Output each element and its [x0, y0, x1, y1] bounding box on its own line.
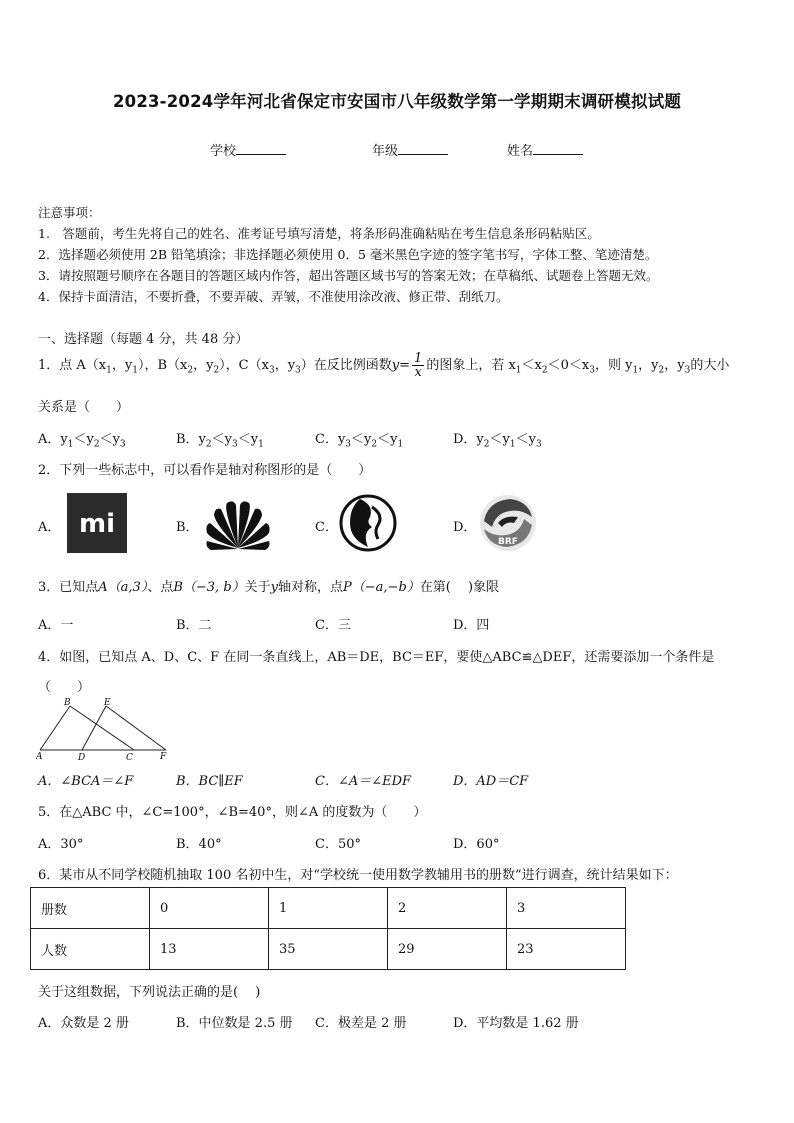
table-cell: 2 [388, 888, 507, 929]
brf-logo-text: BRF [498, 537, 518, 547]
q1-option-b[interactable]: B．$y_2<y_3<y_1$ [176, 432, 264, 450]
q3-option-d[interactable]: D．四 [453, 618, 490, 633]
question-2: 2．下列一些标志中，可以看作是轴对称图形的是（ ） [38, 463, 372, 478]
question-4: 4．如图，已知点 A、D、C、F 在同一条直线上，AB＝DE，BC＝EF，要使△ABC≌△DEF，还需要添加一个条件是 [38, 650, 715, 665]
q2-option-c-label[interactable]: C． [315, 520, 338, 535]
school-field [210, 140, 286, 159]
q5-option-b[interactable]: B．40° [176, 837, 222, 852]
q1-option-c[interactable]: C．$y_3<y_2<y_1$ [315, 432, 404, 450]
grade-label: 年级 [372, 144, 399, 159]
table-cell: 人数 [31, 929, 150, 970]
q2-option-b-label[interactable]: B． [176, 520, 199, 535]
q3-option-a[interactable]: A．一 [38, 618, 74, 633]
table-cell: 35 [269, 929, 388, 970]
table-cell: 1 [269, 888, 388, 929]
face-profile-logo-icon[interactable] [338, 493, 398, 553]
fig-label-c: C [126, 753, 133, 762]
notes-heading: 注意事项： [38, 205, 101, 220]
fig-label-a: A [36, 752, 43, 762]
q4-option-c[interactable]: C．∠A＝∠EDF [315, 774, 412, 789]
fraction-1-over-x: $\frac{1}{x}$ [414, 351, 423, 380]
table-row [31, 888, 626, 929]
question-1-line2: 关系是（ ） [38, 400, 130, 415]
page-title: 2023-2024学年河北省保定市安国市八年级数学第一学期期末调研模拟试题 [112, 92, 682, 111]
q2-option-a-label[interactable]: A． [38, 520, 61, 535]
q6-option-a[interactable]: A．众数是 2 册 [38, 1016, 129, 1031]
q4-option-d[interactable]: D．AD＝CF [453, 774, 529, 789]
school-label: 学校 [210, 144, 237, 159]
q5-option-d[interactable]: D．60° [453, 837, 500, 852]
q3-option-c[interactable]: C．三 [315, 618, 351, 633]
grade-field [372, 140, 448, 159]
fig-label-d: D [78, 753, 86, 762]
q4-option-a[interactable]: A．∠BCA＝∠F [38, 774, 134, 789]
question-5: 5．在△ABC 中，∠C=100°，∠B=40°，则∠A 的度数为（ ） [38, 805, 427, 820]
q5-option-c[interactable]: C．50° [315, 837, 361, 852]
table-row [31, 929, 626, 970]
question-6: 6．某市从不同学校随机抽取 100 名初中生，对“学校统一使用数学教辅用书的册数”进行调查，统计结果如下： [38, 868, 678, 883]
q1-option-a[interactable]: A．$y_1<y_2<y_3$ [38, 432, 126, 450]
name-field [507, 140, 583, 159]
question-3: 3．已知点A（a,3）、点B（−3, b）关于y轴对称，点P（−a,−b）在第( )象限 [38, 580, 500, 595]
q3-option-b[interactable]: B．二 [176, 618, 212, 633]
table-cell: 3 [507, 888, 626, 929]
q1-option-d[interactable]: D．$y_2<y_1<y_3$ [453, 432, 542, 450]
note-item-2: 2．选择题必须使用 2B 铅笔填涂；非选择题必须使用 0．5 毫米黑色字迹的签字笔书写，字体工整、笔迹清楚。 [38, 247, 658, 262]
table-cell: 29 [388, 929, 507, 970]
xiaomi-logo-text: mi [78, 509, 116, 539]
q6-option-c[interactable]: C．极差是 2 册 [315, 1016, 407, 1031]
section-heading: 一、选择题（每题 4 分，共 48 分） [38, 332, 249, 347]
q5-option-a[interactable]: A．30° [38, 837, 84, 852]
question-1: 1．点 $A(x_1$，$y_1$），$B(x_2$，$y_2$），$C(x_3$，$y_3$）在反比例函数y= $\frac{1}{x}$ 的图象上，若 $x_1<x_2<0<x_3$，则 $y_1$，$y_2$，$y_3$的大小 [38, 351, 730, 380]
note-item-3: 3．请按照题号顺序在各题目的答题区域内作答，超出答题区域书写的答案无效；在草稿纸、试题卷上答题无效。 [38, 268, 659, 283]
table-cell: 册数 [31, 888, 150, 929]
note-item-1: 1. 答题前，考生先将自己的姓名、准考证号填写清楚，将条形码准确粘贴在考生信息条形码粘贴区。 [38, 226, 600, 241]
q2-option-d-label[interactable]: D． [453, 520, 477, 535]
triangle-figure [36, 698, 176, 762]
q6-option-d[interactable]: D．平均数是 1.62 册 [453, 1016, 579, 1031]
q4-option-b[interactable]: B．BC∥EF [176, 774, 243, 789]
question-4-line2: （ ） [38, 680, 91, 695]
huawei-logo-icon[interactable] [203, 493, 273, 553]
name-label: 姓名 [507, 144, 534, 159]
table-cell: 0 [150, 888, 269, 929]
question-6-line2: 关于这组数据，下列说法正确的是( ) [38, 985, 261, 1000]
brf-logo-icon[interactable] [478, 493, 538, 553]
note-item-4: 4．保持卡面清洁，不要折叠，不要弄破、弄皱，不准使用涂改液、修正带、刮纸刀。 [38, 289, 509, 304]
fig-label-f: F [160, 752, 167, 762]
fig-label-b: B [64, 698, 71, 708]
data-table [30, 887, 626, 970]
table-cell: 13 [150, 929, 269, 970]
xiaomi-logo-icon[interactable] [67, 493, 127, 553]
fig-label-e: E [104, 698, 111, 708]
q6-option-b[interactable]: B．中位数是 2.5 册 [176, 1016, 293, 1031]
table-cell: 23 [507, 929, 626, 970]
